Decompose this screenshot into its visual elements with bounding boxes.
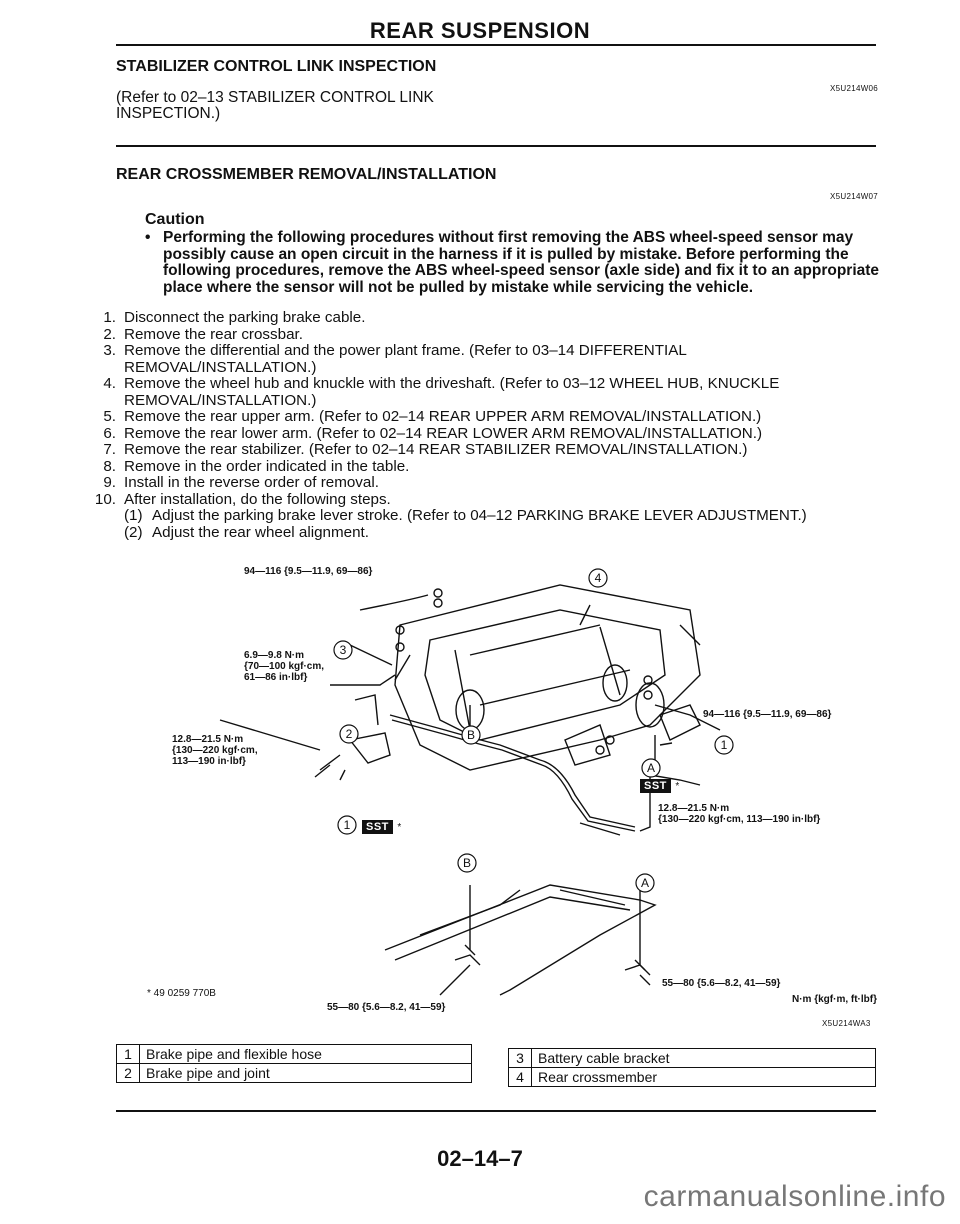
callout-b: B xyxy=(462,856,472,870)
step-text: Disconnect the parking brake cable. xyxy=(124,309,366,326)
step xyxy=(94,360,894,377)
callout-1: 1 xyxy=(343,818,351,832)
step-number: 7. xyxy=(103,441,116,458)
legend-number: 4 xyxy=(509,1068,532,1087)
step-text: Remove the rear upper arm. (Refer to 02–14 REAR UPPER ARM REMOVAL/INSTALLATION.) xyxy=(124,408,762,425)
sst-asterisk: * xyxy=(397,822,402,833)
step xyxy=(94,475,894,492)
step-text: REMOVAL/INSTALLATION.) xyxy=(124,358,317,376)
step xyxy=(94,343,894,360)
step-text: Remove the rear crossbar. xyxy=(124,325,303,343)
caution-text xyxy=(163,230,883,296)
step-text: Install in the reverse order of removal. xyxy=(124,474,379,491)
substep xyxy=(94,508,894,525)
caution-line: place where the sensor will not be pulled by mistake while servicing the vehicle. xyxy=(163,278,754,296)
step-number: 6. xyxy=(103,424,116,442)
reference-line-1: (Refer to 02–13 STABILIZER CONTROL LINK xyxy=(116,89,434,106)
step-number: 3. xyxy=(103,342,116,359)
sst-badge: SST xyxy=(640,779,671,793)
torque-label-line: 6.9—9.8 N·m xyxy=(244,650,305,661)
step-text: REMOVAL/INSTALLATION.) xyxy=(124,391,317,409)
section-code: X5U214W06 xyxy=(830,84,879,93)
sst-marker-left xyxy=(362,817,401,835)
table-row xyxy=(509,1068,876,1087)
substep-text: Adjust the parking brake lever stroke. (Refer to 04–12 PARKING BRAKE LEVER ADJUSTMENT.) xyxy=(152,507,807,524)
table-row xyxy=(117,1064,472,1083)
callout-b: B xyxy=(466,728,476,742)
step-text: Remove the rear lower arm. (Refer to 02–14 REAR LOWER ARM REMOVAL/INSTALLATION.) xyxy=(124,424,763,442)
page-number: 02–14–7 xyxy=(437,1146,523,1171)
step-number: 10. xyxy=(94,490,116,508)
torque-label-line: {130—220 kgf·cm, xyxy=(172,745,258,756)
crossmember-inner xyxy=(425,610,665,740)
callout-2: 2 xyxy=(345,727,353,741)
step-number: 2. xyxy=(103,325,116,343)
step xyxy=(94,426,894,443)
torque-label-right-low xyxy=(658,803,820,825)
step-number: 9. xyxy=(103,474,116,491)
step-number: 5. xyxy=(103,408,116,425)
legend-text: Battery cable bracket xyxy=(532,1049,876,1068)
substep xyxy=(94,525,894,542)
step-text: Remove in the order indicated in the table. xyxy=(124,457,410,475)
legend-text: Brake pipe and flexible hose xyxy=(140,1045,472,1064)
procedure-steps xyxy=(94,310,894,541)
step-text: After installation, do the following steps. xyxy=(124,490,391,508)
rear-crossbar xyxy=(385,885,655,995)
sst-asterisk: * xyxy=(675,781,680,792)
step-number: 4. xyxy=(103,375,116,392)
sst-tool-number: * 49 0259 770B xyxy=(147,988,216,999)
torque-label-bottom-mid: 55—80 {5.6—8.2, 41—59} xyxy=(327,1002,446,1013)
step xyxy=(94,409,894,426)
section-rule xyxy=(116,145,876,147)
reference-line-2: INSPECTION.) xyxy=(116,105,221,122)
watermark: carmanualsonline.info xyxy=(643,1180,946,1213)
step-number: 1. xyxy=(103,309,116,326)
step xyxy=(94,492,894,509)
torque-label-line: 113—190 in·lbf} xyxy=(172,756,246,767)
torque-units: N·m {kgf·m, ft·lbf} xyxy=(792,994,877,1005)
substep-text: Adjust the rear wheel alignment. xyxy=(152,523,369,541)
torque-label-line: 61—86 in·lbf} xyxy=(244,672,308,683)
substep-number: (1) xyxy=(124,507,143,524)
torque-label-left xyxy=(172,734,258,767)
table-row xyxy=(117,1045,472,1064)
callout-a: A xyxy=(640,876,650,890)
torque-label-top: 94—116 {9.5—11.9, 69—86} xyxy=(244,566,373,577)
torque-label-line: {130—220 kgf·cm, 113—190 in·lbf} xyxy=(658,814,821,825)
crossmember-diagram xyxy=(0,555,960,1025)
sst-marker-right xyxy=(640,776,679,794)
step xyxy=(94,376,894,393)
caution-line: possibly cause an open circuit in the harness if it is pulled by mistake. Before performing the xyxy=(163,245,849,263)
step xyxy=(94,327,894,344)
torque-label-right: 94—116 {9.5—11.9, 69—86} xyxy=(703,709,832,720)
caution-line: Performing the following procedures without first removing the ABS wheel-speed sensor may xyxy=(163,229,854,246)
page-header-title: REAR SUSPENSION xyxy=(369,18,591,43)
legend-number: 3 xyxy=(509,1049,532,1068)
torque-label-line: {70—100 kgf·cm, xyxy=(244,661,325,672)
table-row xyxy=(509,1049,876,1068)
legend-table-right xyxy=(508,1048,876,1087)
callout-1: 1 xyxy=(720,738,728,752)
torque-label-bottom-right: 55—80 {5.6—8.2, 41—59} xyxy=(662,978,781,989)
legend-text: Brake pipe and joint xyxy=(140,1064,472,1083)
header-rule xyxy=(116,44,876,46)
step-number: 8. xyxy=(103,457,116,475)
legend-text: Rear crossmember xyxy=(532,1068,876,1087)
callout-4: 4 xyxy=(594,571,602,585)
section-title-stabilizer-link: STABILIZER CONTROL LINK INSPECTION xyxy=(116,58,437,75)
step-text: Remove the wheel hub and knuckle with the driveshaft. (Refer to 03–12 WHEEL HUB, KNUCKLE xyxy=(124,375,780,392)
step xyxy=(94,459,894,476)
step xyxy=(94,393,894,410)
step xyxy=(94,442,894,459)
legend-table-left xyxy=(116,1044,472,1083)
torque-label-line: 12.8—21.5 N·m xyxy=(658,803,730,814)
step xyxy=(94,310,894,327)
legend-number: 1 xyxy=(117,1045,140,1064)
callout-a: A xyxy=(646,761,656,775)
step-text: Remove the rear stabilizer. (Refer to 02–14 REAR STABILIZER REMOVAL/INSTALLATION.) xyxy=(124,441,748,458)
sst-badge: SST xyxy=(362,820,393,834)
caution-title: Caution xyxy=(145,211,205,228)
substep-number: (2) xyxy=(124,523,143,541)
section-title-crossmember: REAR CROSSMEMBER REMOVAL/INSTALLATION xyxy=(116,166,497,183)
torque-label-mid xyxy=(244,650,324,683)
section-code: X5U214W07 xyxy=(830,192,879,201)
step-text: Remove the differential and the power plant frame. (Refer to 03–14 DIFFERENTIAL xyxy=(124,342,687,359)
caution-line: following procedures, remove the ABS wheel-speed sensor (axle side) and fix it to an appropriate xyxy=(163,262,880,279)
callout-3: 3 xyxy=(339,643,347,657)
footer-rule xyxy=(116,1110,876,1112)
caution-bullet: • xyxy=(145,229,151,246)
legend-number: 2 xyxy=(117,1064,140,1083)
torque-label-line: 12.8—21.5 N·m xyxy=(172,734,244,745)
figure-code: X5U214WA3 xyxy=(822,1019,871,1028)
